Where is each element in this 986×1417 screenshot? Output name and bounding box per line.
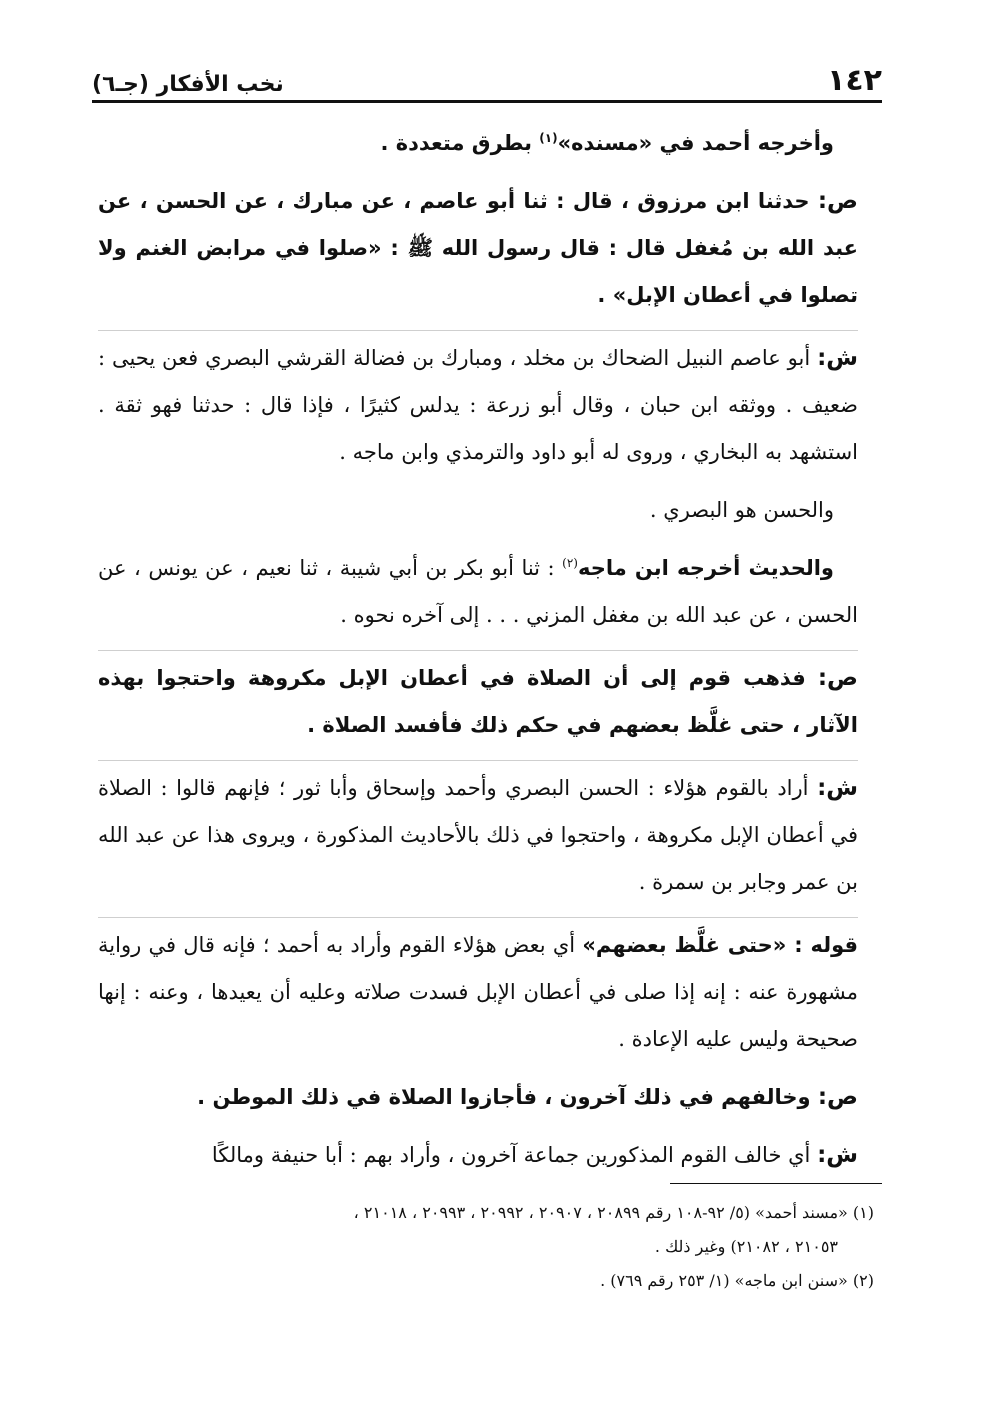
footnote-ref-2: (٢) [562,556,578,570]
paragraph-7 [98,760,858,906]
paragraph-10-text: أي خالف القوم المذكورين جماعة آخرون ، وأراد بهم : أبا حنيفة ومالكًا [211,1143,818,1167]
paragraph-10 [98,1132,858,1179]
paragraph-8-text: أي بعض هؤلاء القوم وأراد به أحمد ؛ فإنه قال في رواية مشهورة عنه : إنه إذا صلى في أعطان الإبل فسدت صلاته وعليه أن يعيدها ، وعنه : إنها صحيحة وليس عليه الإعادة . [98,933,858,1051]
paragraph-8-lead: قوله : «حتى غلَّظ بعضهم» [582,933,858,957]
paragraph-1 [98,120,858,167]
paragraph-2 [98,178,858,319]
paragraph-3 [98,330,858,476]
paragraph-9-text: وخالفهم في ذلك آخرون ، فأجازوا الصلاة في ذلك الموطن . [197,1085,818,1109]
paragraph-7-text: أراد بالقوم هؤلاء : الحسن البصري وأحمد وإسحاق وأبا ثور ؛ فإنهم قالوا : الصلاة في أعطان الإبل مكروهة ، واحتجوا في ذلك بالأحاديث المذكورة ، ويروى هذا عن عبد الله بن عمر وجابر بن سمرة . [98,776,858,894]
paragraph-4 [98,487,858,534]
page-number: ١٤٢ [827,63,882,98]
paragraph-1-tail: بطرق متعددة . [380,131,540,155]
footnote-divider [670,1183,882,1184]
paragraph-9-lead: ص: [817,1084,858,1110]
paragraph-5 [98,545,858,639]
paragraph-3-lead: ش: [817,345,858,371]
paragraph-7-lead: ش: [817,775,858,801]
paragraph-9 [98,1074,858,1121]
paragraph-5-lead: والحديث أخرجه ابن ماجه [577,556,834,580]
footnote-1-continuation: ٢١٠٥٣ ، ٢١٠٨٢) وغير ذلك . [654,1237,838,1256]
footnotes [98,1196,874,1298]
paragraph-10-lead: ش: [817,1142,858,1168]
paragraph-2-lead: ص: [817,188,858,214]
paragraph-6 [98,650,858,749]
paragraph-6-text: فذهب قوم إلى أن الصلاة في أعطان الإبل مكروهة واحتجوا بهذه الآثار ، حتى غلَّظ بعضهم في حكم ذلك فأفسد الصلاة . [98,666,858,737]
main-text [98,120,858,1190]
paragraph-1-text: وأخرجه أحمد في «مسنده» [557,131,834,155]
footnote-ref-1: (١) [539,131,558,145]
footnote-1: (١) «مسند أحمد» (٥/ ٩٢-١٠٨ رقم ٢٠٨٩٩ ، ٢٠٩٠٧ ، ٢٠٩٩٢ ، ٢٠٩٩٣ ، ٢١٠١٨ ، [353,1203,874,1222]
paragraph-5-text: : ثنا أبو بكر بن أبي شيبة ، ثنا نعيم ، عن يونس ، عن الحسن ، عن عبد الله بن مغفل المزني . . . إلى آخره نحوه . [98,556,858,627]
paragraph-3-text: أبو عاصم النبيل الضحاك بن مخلد ، ومبارك بن فضالة القرشي البصري فعن يحيى : ضعيف . ووثقه ابن حبان ، وقال أبو زرعة : يدلس كثيرًا ، فإذا قال : حدثنا فهو ثقة . استشهد به البخاري ، وروى له أبو داود والترمذي وابن ماجه . [98,346,859,464]
paragraph-2-text: حدثنا ابن مرزوق ، قال : ثنا أبو عاصم ، عن مبارك ، عن الحسن ، عن عبد الله بن مُغفل قال : قال رسول الله ﷺ : «صلوا في مرابض الغنم ولا تصلوا في أعطان الإبل» . [98,189,858,307]
paragraph-8 [98,917,858,1063]
paragraph-4-text: والحسن هو البصري . [649,498,834,522]
page-header [92,50,882,103]
paragraph-6-lead: ص: [817,665,858,691]
footnote-2: (٢) «سنن ابن ماجه» (١/ ٢٥٣ رقم ٧٦٩) . [600,1271,874,1290]
book-title: نخب الأفكار (جـ٦) [92,72,284,97]
